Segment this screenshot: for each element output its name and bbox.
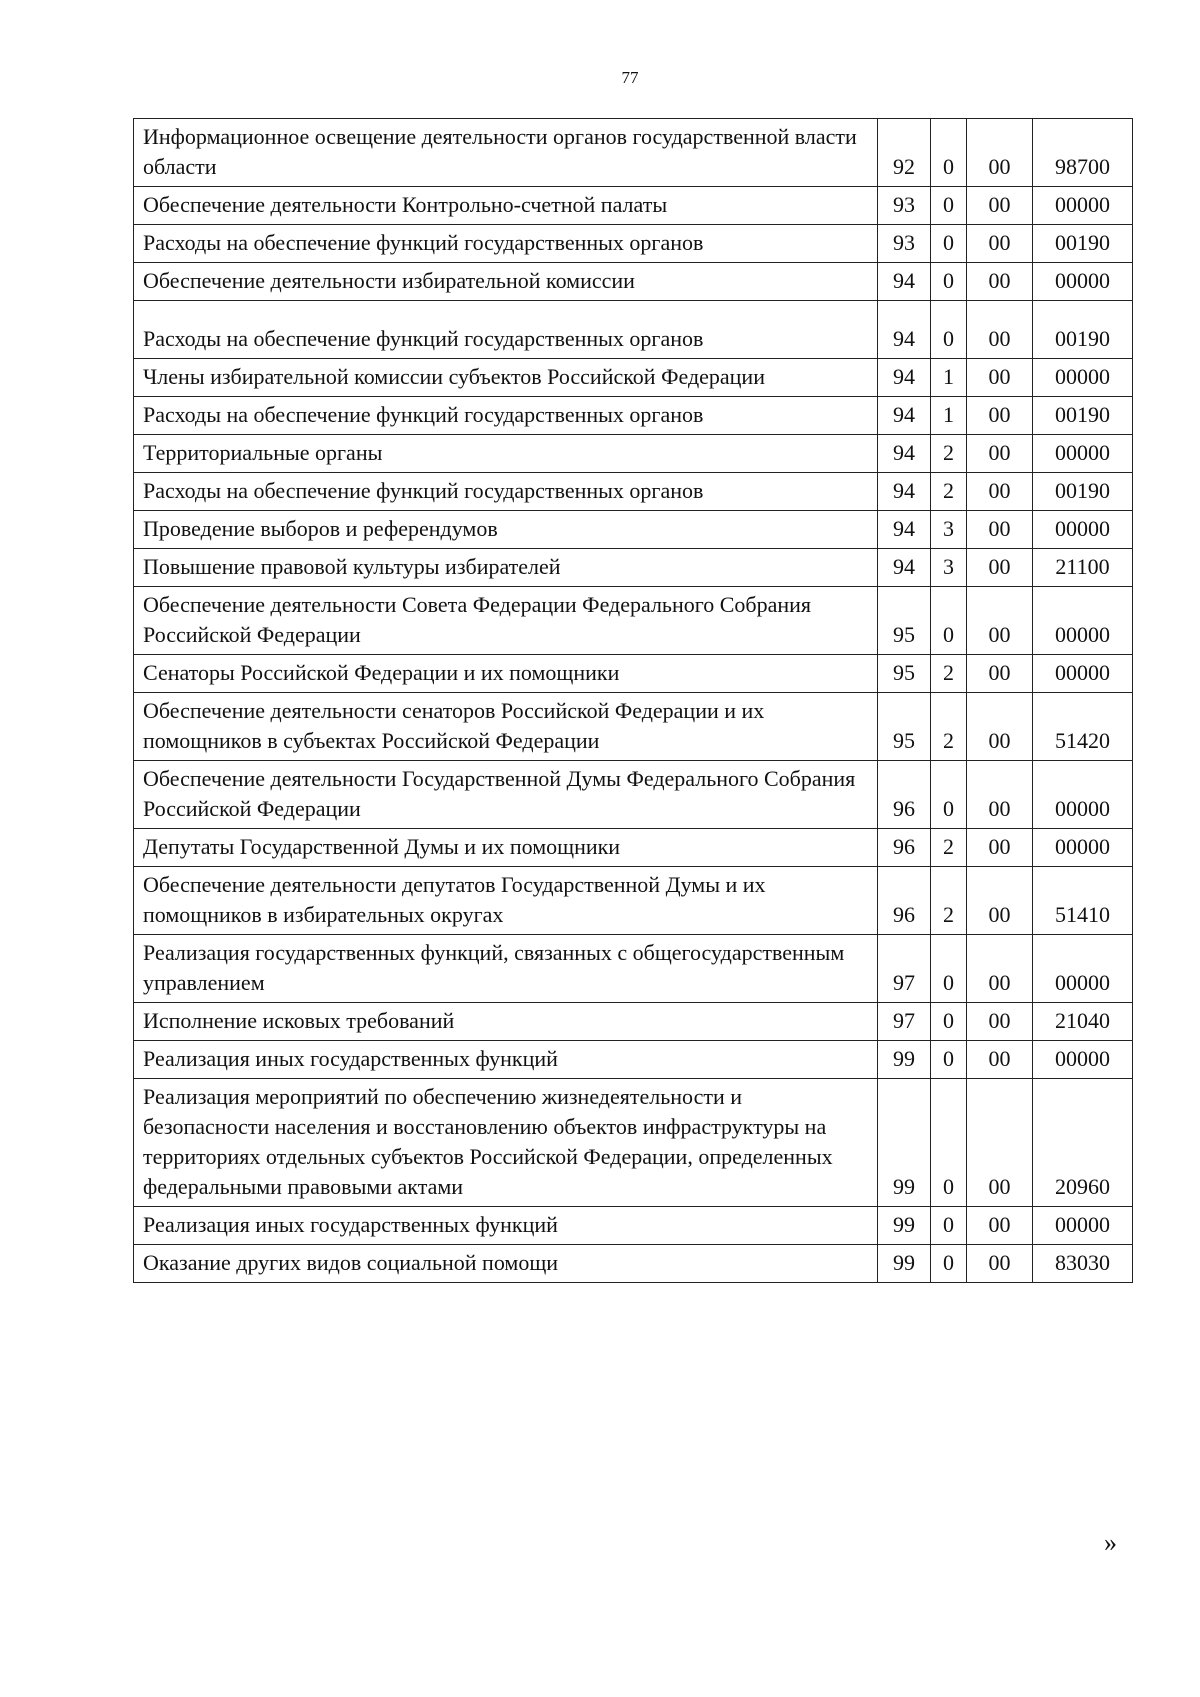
row-code-group-cell: 00 — [967, 187, 1033, 225]
row-code-sub-cell: 0 — [931, 301, 967, 359]
row-code-item-cell: 00000 — [1033, 435, 1133, 473]
row-code-item-cell: 00000 — [1033, 1041, 1133, 1079]
budget-classification-table — [133, 118, 1133, 1283]
row-name-cell: Обеспечение деятельности депутатов Государственной Думы и их помощников в избирательных округах — [134, 867, 878, 935]
row-code-sub-cell: 0 — [931, 225, 967, 263]
row-code-group-cell: 00 — [967, 1207, 1033, 1245]
row-code-group-cell: 00 — [967, 511, 1033, 549]
table-row — [134, 587, 1133, 655]
row-code-group-cell: 00 — [967, 1079, 1033, 1207]
row-code-section-cell: 96 — [878, 867, 931, 935]
row-code-group-cell: 00 — [967, 119, 1033, 187]
row-name-cell: Обеспечение деятельности Совета Федерации Федерального Собрания Российской Федерации — [134, 587, 878, 655]
row-code-section-cell: 96 — [878, 761, 931, 829]
row-code-section-cell: 94 — [878, 359, 931, 397]
row-code-section-cell: 94 — [878, 301, 931, 359]
row-code-sub-cell: 2 — [931, 655, 967, 693]
row-code-group-cell: 00 — [967, 761, 1033, 829]
row-code-item-cell: 83030 — [1033, 1245, 1133, 1283]
row-code-item-cell: 00000 — [1033, 655, 1133, 693]
row-name-cell: Проведение выборов и референдумов — [134, 511, 878, 549]
row-code-section-cell: 97 — [878, 935, 931, 1003]
row-code-item-cell: 21100 — [1033, 549, 1133, 587]
row-code-group-cell: 00 — [967, 829, 1033, 867]
row-code-group-cell: 00 — [967, 225, 1033, 263]
row-code-sub-cell: 1 — [931, 359, 967, 397]
row-code-section-cell: 99 — [878, 1079, 931, 1207]
row-name-cell: Повышение правовой культуры избирателей — [134, 549, 878, 587]
row-code-sub-cell: 0 — [931, 1245, 967, 1283]
row-code-item-cell: 51420 — [1033, 693, 1133, 761]
table-row — [134, 655, 1133, 693]
row-code-sub-cell: 2 — [931, 693, 967, 761]
row-code-sub-cell: 0 — [931, 1207, 967, 1245]
row-code-group-cell: 00 — [967, 1041, 1033, 1079]
row-code-group-cell: 00 — [967, 263, 1033, 301]
row-code-item-cell: 00000 — [1033, 187, 1133, 225]
row-code-sub-cell: 0 — [931, 1079, 967, 1207]
row-name-cell: Обеспечение деятельности Контрольно-счетной палаты — [134, 187, 878, 225]
row-name-cell: Члены избирательной комиссии субъектов Российской Федерации — [134, 359, 878, 397]
table-row — [134, 829, 1133, 867]
row-name-cell: Территориальные органы — [134, 435, 878, 473]
row-code-item-cell: 20960 — [1033, 1079, 1133, 1207]
row-code-section-cell: 93 — [878, 187, 931, 225]
table-row — [134, 935, 1133, 1003]
row-code-group-cell: 00 — [967, 473, 1033, 511]
row-code-sub-cell: 3 — [931, 511, 967, 549]
row-code-section-cell: 92 — [878, 119, 931, 187]
row-code-section-cell: 99 — [878, 1245, 931, 1283]
row-code-sub-cell: 0 — [931, 761, 967, 829]
closing-quote: » — [1104, 1528, 1117, 1557]
row-code-item-cell: 00000 — [1033, 511, 1133, 549]
row-name-cell: Исполнение исковых требований — [134, 1003, 878, 1041]
row-code-item-cell: 00000 — [1033, 587, 1133, 655]
row-code-item-cell: 00000 — [1033, 829, 1133, 867]
row-code-item-cell: 00190 — [1033, 225, 1133, 263]
row-code-sub-cell: 0 — [931, 587, 967, 655]
row-code-sub-cell: 0 — [931, 1041, 967, 1079]
table-row — [134, 435, 1133, 473]
table-row — [134, 473, 1133, 511]
row-code-section-cell: 93 — [878, 225, 931, 263]
table-row — [134, 187, 1133, 225]
row-code-group-cell: 00 — [967, 587, 1033, 655]
row-code-group-cell: 00 — [967, 935, 1033, 1003]
table-row — [134, 761, 1133, 829]
table-body — [134, 119, 1133, 1283]
row-name-cell: Информационное освещение деятельности органов государственной власти области — [134, 119, 878, 187]
row-code-group-cell: 00 — [967, 1245, 1033, 1283]
row-code-sub-cell: 0 — [931, 1003, 967, 1041]
row-code-item-cell: 00000 — [1033, 761, 1133, 829]
row-code-sub-cell: 0 — [931, 119, 967, 187]
row-name-cell: Расходы на обеспечение функций государственных органов — [134, 397, 878, 435]
row-name-cell: Расходы на обеспечение функций государственных органов — [134, 473, 878, 511]
row-code-sub-cell: 0 — [931, 187, 967, 225]
row-code-group-cell: 00 — [967, 867, 1033, 935]
table-row — [134, 511, 1133, 549]
row-code-item-cell: 00190 — [1033, 473, 1133, 511]
row-code-sub-cell: 0 — [931, 263, 967, 301]
table-row — [134, 1207, 1133, 1245]
row-code-group-cell: 00 — [967, 435, 1033, 473]
row-name-cell: Обеспечение деятельности избирательной комиссии — [134, 263, 878, 301]
row-code-section-cell: 94 — [878, 549, 931, 587]
table-row — [134, 359, 1133, 397]
row-code-section-cell: 94 — [878, 473, 931, 511]
row-name-cell: Расходы на обеспечение функций государственных органов — [134, 301, 878, 359]
table-row — [134, 397, 1133, 435]
row-code-group-cell: 00 — [967, 549, 1033, 587]
row-name-cell: Реализация мероприятий по обеспечению жизнедеятельности и безопасности населения и восстановлению объектов инфраструктуры на территориях отдельных субъектов Российской Федерации, определенных федеральными правовыми актами — [134, 1079, 878, 1207]
row-code-sub-cell: 2 — [931, 867, 967, 935]
table-row — [134, 1079, 1133, 1207]
row-code-group-cell: 00 — [967, 397, 1033, 435]
row-code-section-cell: 97 — [878, 1003, 931, 1041]
table-row — [134, 549, 1133, 587]
row-name-cell: Расходы на обеспечение функций государственных органов — [134, 225, 878, 263]
row-code-item-cell: 21040 — [1033, 1003, 1133, 1041]
table-row — [134, 1245, 1133, 1283]
row-code-group-cell: 00 — [967, 359, 1033, 397]
row-code-section-cell: 94 — [878, 511, 931, 549]
row-code-section-cell: 94 — [878, 263, 931, 301]
row-name-cell: Реализация иных государственных функций — [134, 1041, 878, 1079]
row-name-cell: Обеспечение деятельности сенаторов Российской Федерации и их помощников в субъектах Российской Федерации — [134, 693, 878, 761]
row-code-group-cell: 00 — [967, 693, 1033, 761]
row-code-section-cell: 94 — [878, 435, 931, 473]
row-code-item-cell: 00000 — [1033, 935, 1133, 1003]
row-code-section-cell: 99 — [878, 1041, 931, 1079]
row-code-section-cell: 95 — [878, 655, 931, 693]
row-name-cell: Депутаты Государственной Думы и их помощники — [134, 829, 878, 867]
row-code-group-cell: 00 — [967, 301, 1033, 359]
row-name-cell: Реализация иных государственных функций — [134, 1207, 878, 1245]
row-code-item-cell: 00000 — [1033, 263, 1133, 301]
row-code-section-cell: 94 — [878, 397, 931, 435]
row-code-section-cell: 96 — [878, 829, 931, 867]
row-name-cell: Обеспечение деятельности Государственной Думы Федерального Собрания Российской Федерации — [134, 761, 878, 829]
row-code-section-cell: 95 — [878, 693, 931, 761]
row-code-section-cell: 99 — [878, 1207, 931, 1245]
row-code-item-cell: 98700 — [1033, 119, 1133, 187]
page-number: 77 — [621, 68, 639, 87]
table-row — [134, 263, 1133, 301]
row-code-section-cell: 95 — [878, 587, 931, 655]
row-name-cell: Оказание других видов социальной помощи — [134, 1245, 878, 1283]
table-row — [134, 225, 1133, 263]
row-name-cell: Реализация государственных функций, связанных с общегосударственным управлением — [134, 935, 878, 1003]
row-code-sub-cell: 1 — [931, 397, 967, 435]
table-row — [134, 867, 1133, 935]
row-code-group-cell: 00 — [967, 1003, 1033, 1041]
row-code-item-cell: 00190 — [1033, 397, 1133, 435]
row-code-sub-cell: 0 — [931, 935, 967, 1003]
table-row — [134, 301, 1133, 359]
row-code-sub-cell: 2 — [931, 435, 967, 473]
table-row — [134, 1041, 1133, 1079]
row-code-item-cell: 00000 — [1033, 359, 1133, 397]
table-row — [134, 119, 1133, 187]
row-code-group-cell: 00 — [967, 655, 1033, 693]
row-code-item-cell: 00190 — [1033, 301, 1133, 359]
table-row — [134, 1003, 1133, 1041]
table-row — [134, 693, 1133, 761]
row-code-item-cell: 51410 — [1033, 867, 1133, 935]
row-code-sub-cell: 2 — [931, 829, 967, 867]
row-code-sub-cell: 3 — [931, 549, 967, 587]
row-name-cell: Сенаторы Российской Федерации и их помощники — [134, 655, 878, 693]
row-code-sub-cell: 2 — [931, 473, 967, 511]
row-code-item-cell: 00000 — [1033, 1207, 1133, 1245]
